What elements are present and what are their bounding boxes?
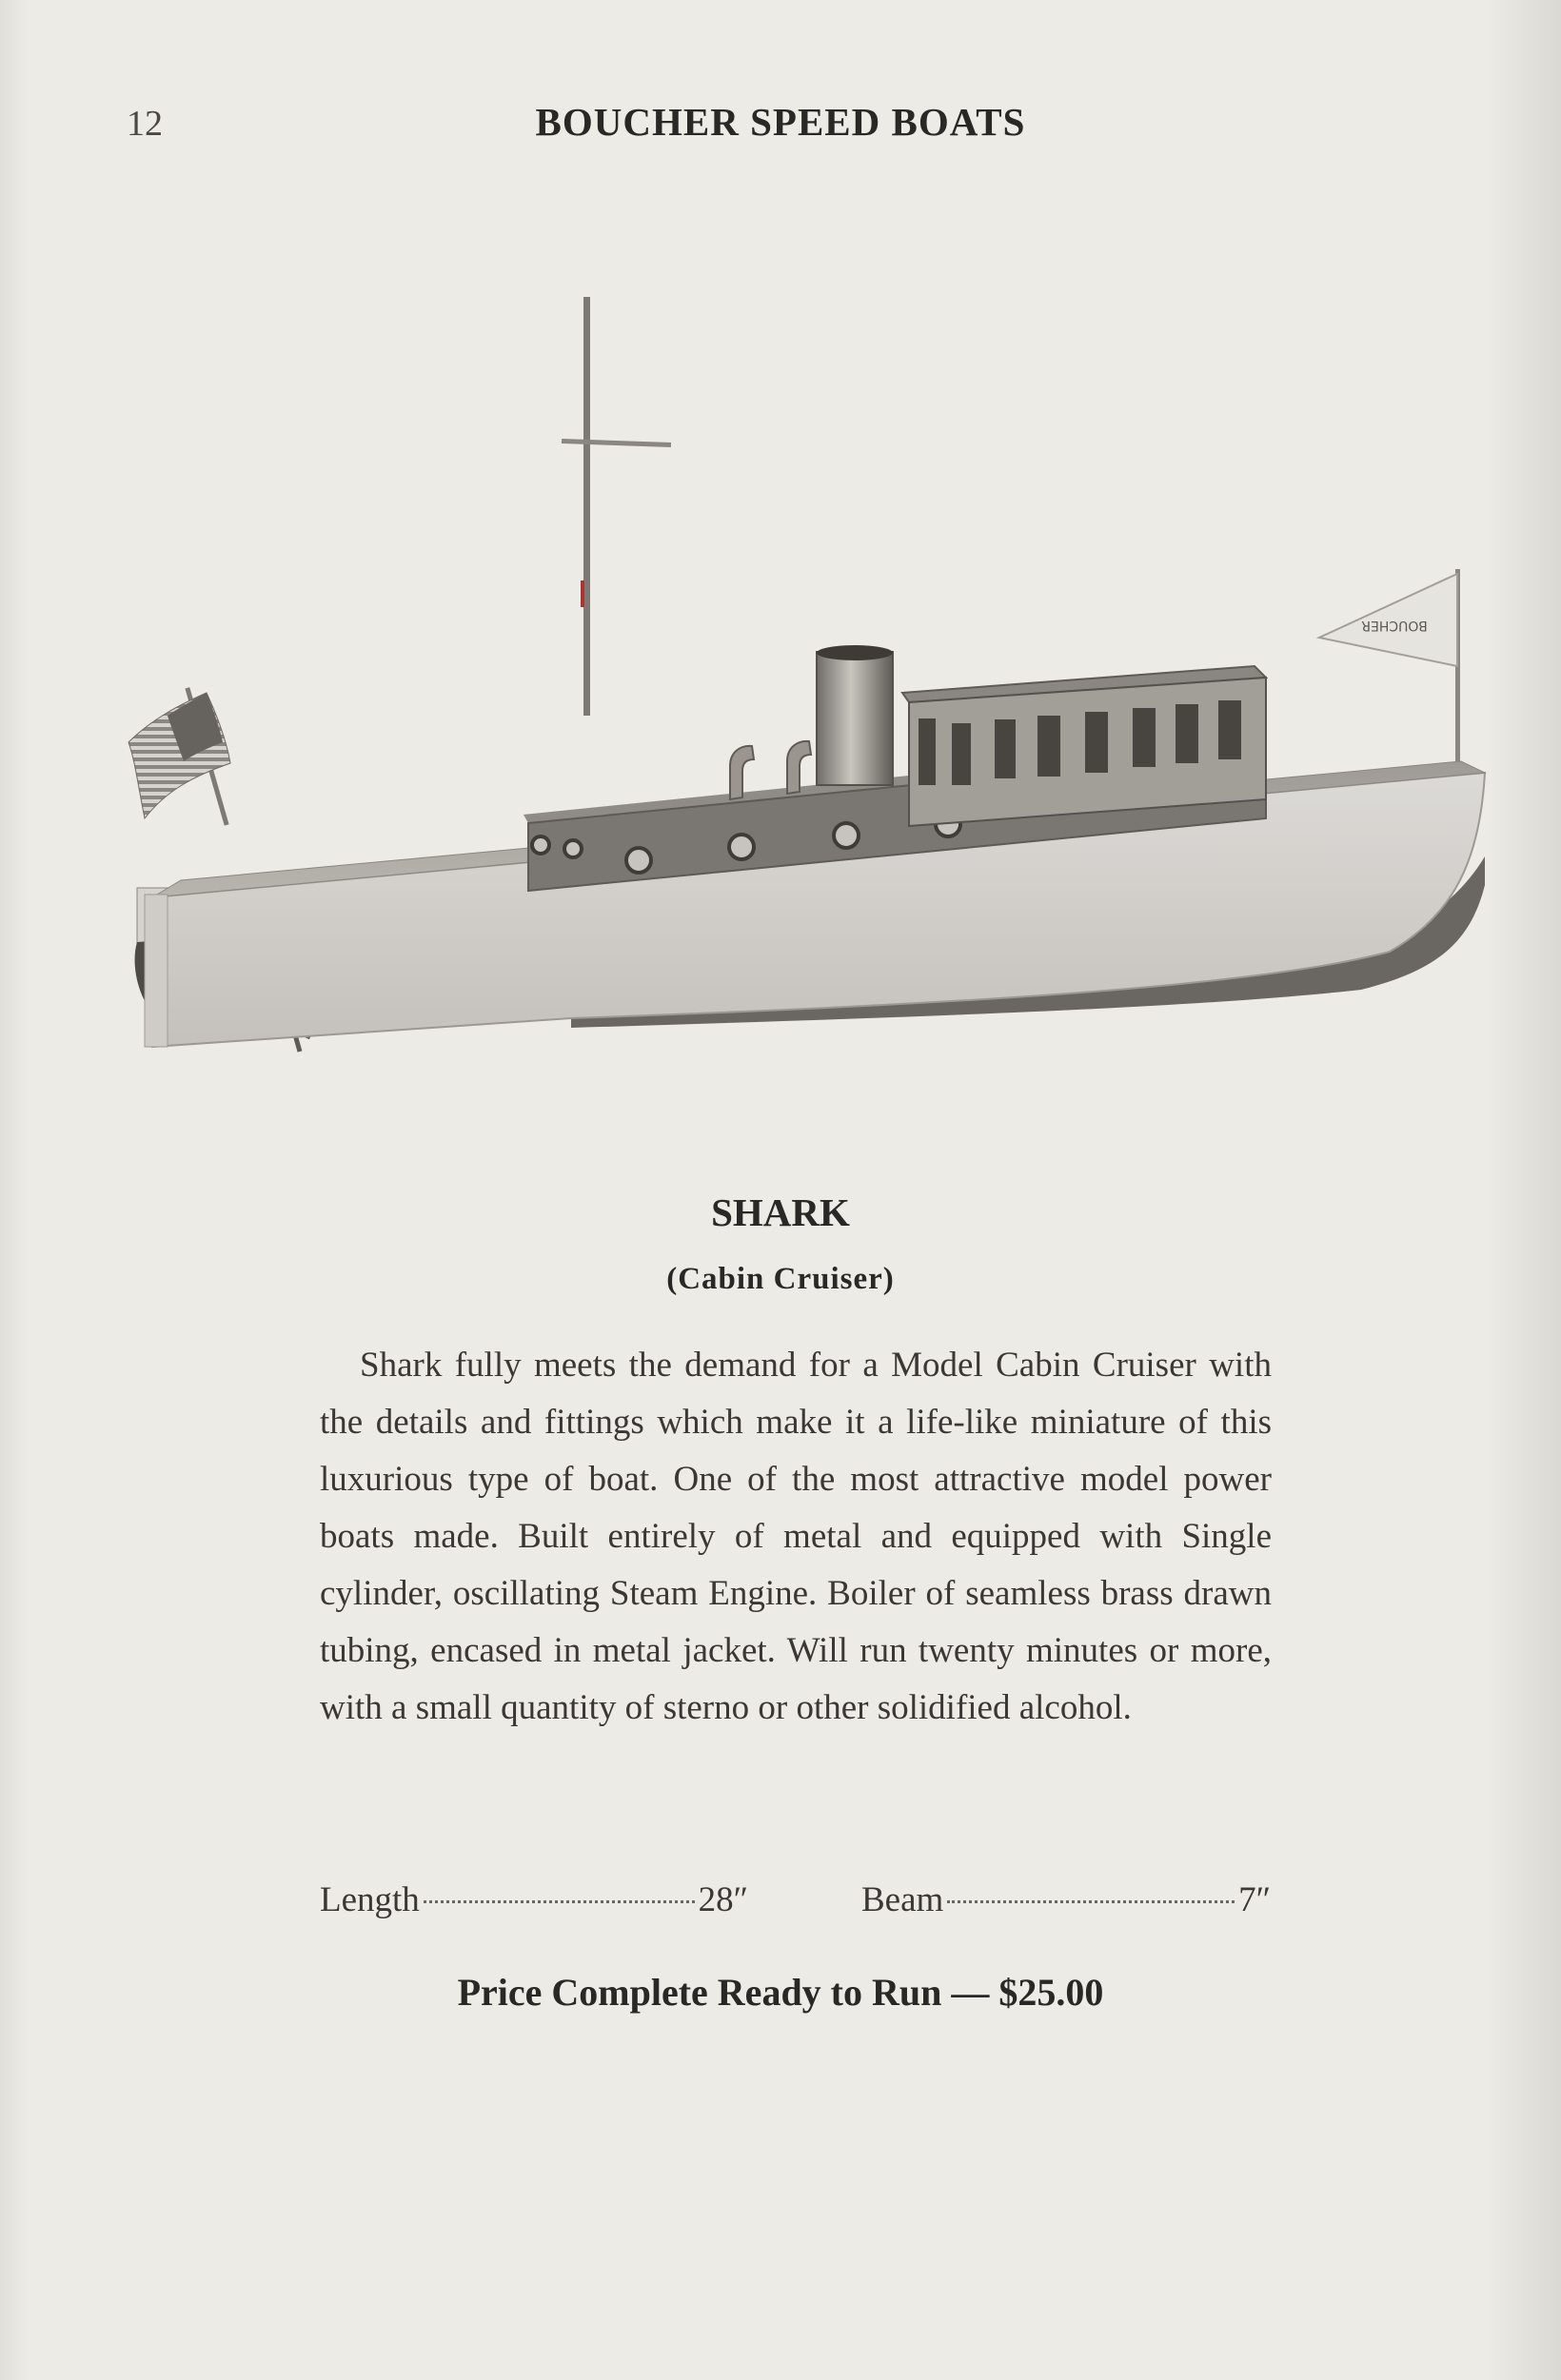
pennant [1319, 569, 1460, 769]
dot-leader [424, 1900, 695, 1903]
spec-beam-value: 7″ [1238, 1880, 1271, 1919]
american-flag [128, 687, 230, 826]
spec-beam-label: Beam [861, 1880, 944, 1919]
spec-length-label: Length [320, 1880, 420, 1919]
spec-length-value: 28″ [698, 1880, 748, 1919]
aft-cabin [902, 666, 1266, 826]
product-title: SHARK [711, 1190, 850, 1234]
spec-length [320, 1879, 748, 1920]
product-description: Shark fully meets the demand for a Model Cabin Cruiser with the details and fittings which make it a life-like miniature of this luxurious type of boat. One of the most attractive model power boats made. Built entirely of metal and equipped with Single cylinder, oscillating Steam Engine. Boiler of seamless brass drawn tubing, encased in metal jacket. Will run twenty minutes or more, with a small quantity of sterno or other solidified alcohol. [320, 1346, 1272, 1727]
smokestack [817, 645, 893, 785]
mast [562, 297, 671, 716]
dot-leader [947, 1900, 1235, 1903]
product-subtitle: (Cabin Cruiser) [666, 1262, 895, 1296]
spec-beam [861, 1879, 1271, 1920]
running-head: BOUCHER SPEED BOATS [535, 100, 1026, 144]
pennant-lettering: BOUCHER [1361, 618, 1428, 633]
price-line: Price Complete Ready to Run — $25.00 [457, 1971, 1104, 2014]
boat-illustration [124, 285, 1494, 1142]
page-number: 12 [127, 104, 163, 144]
